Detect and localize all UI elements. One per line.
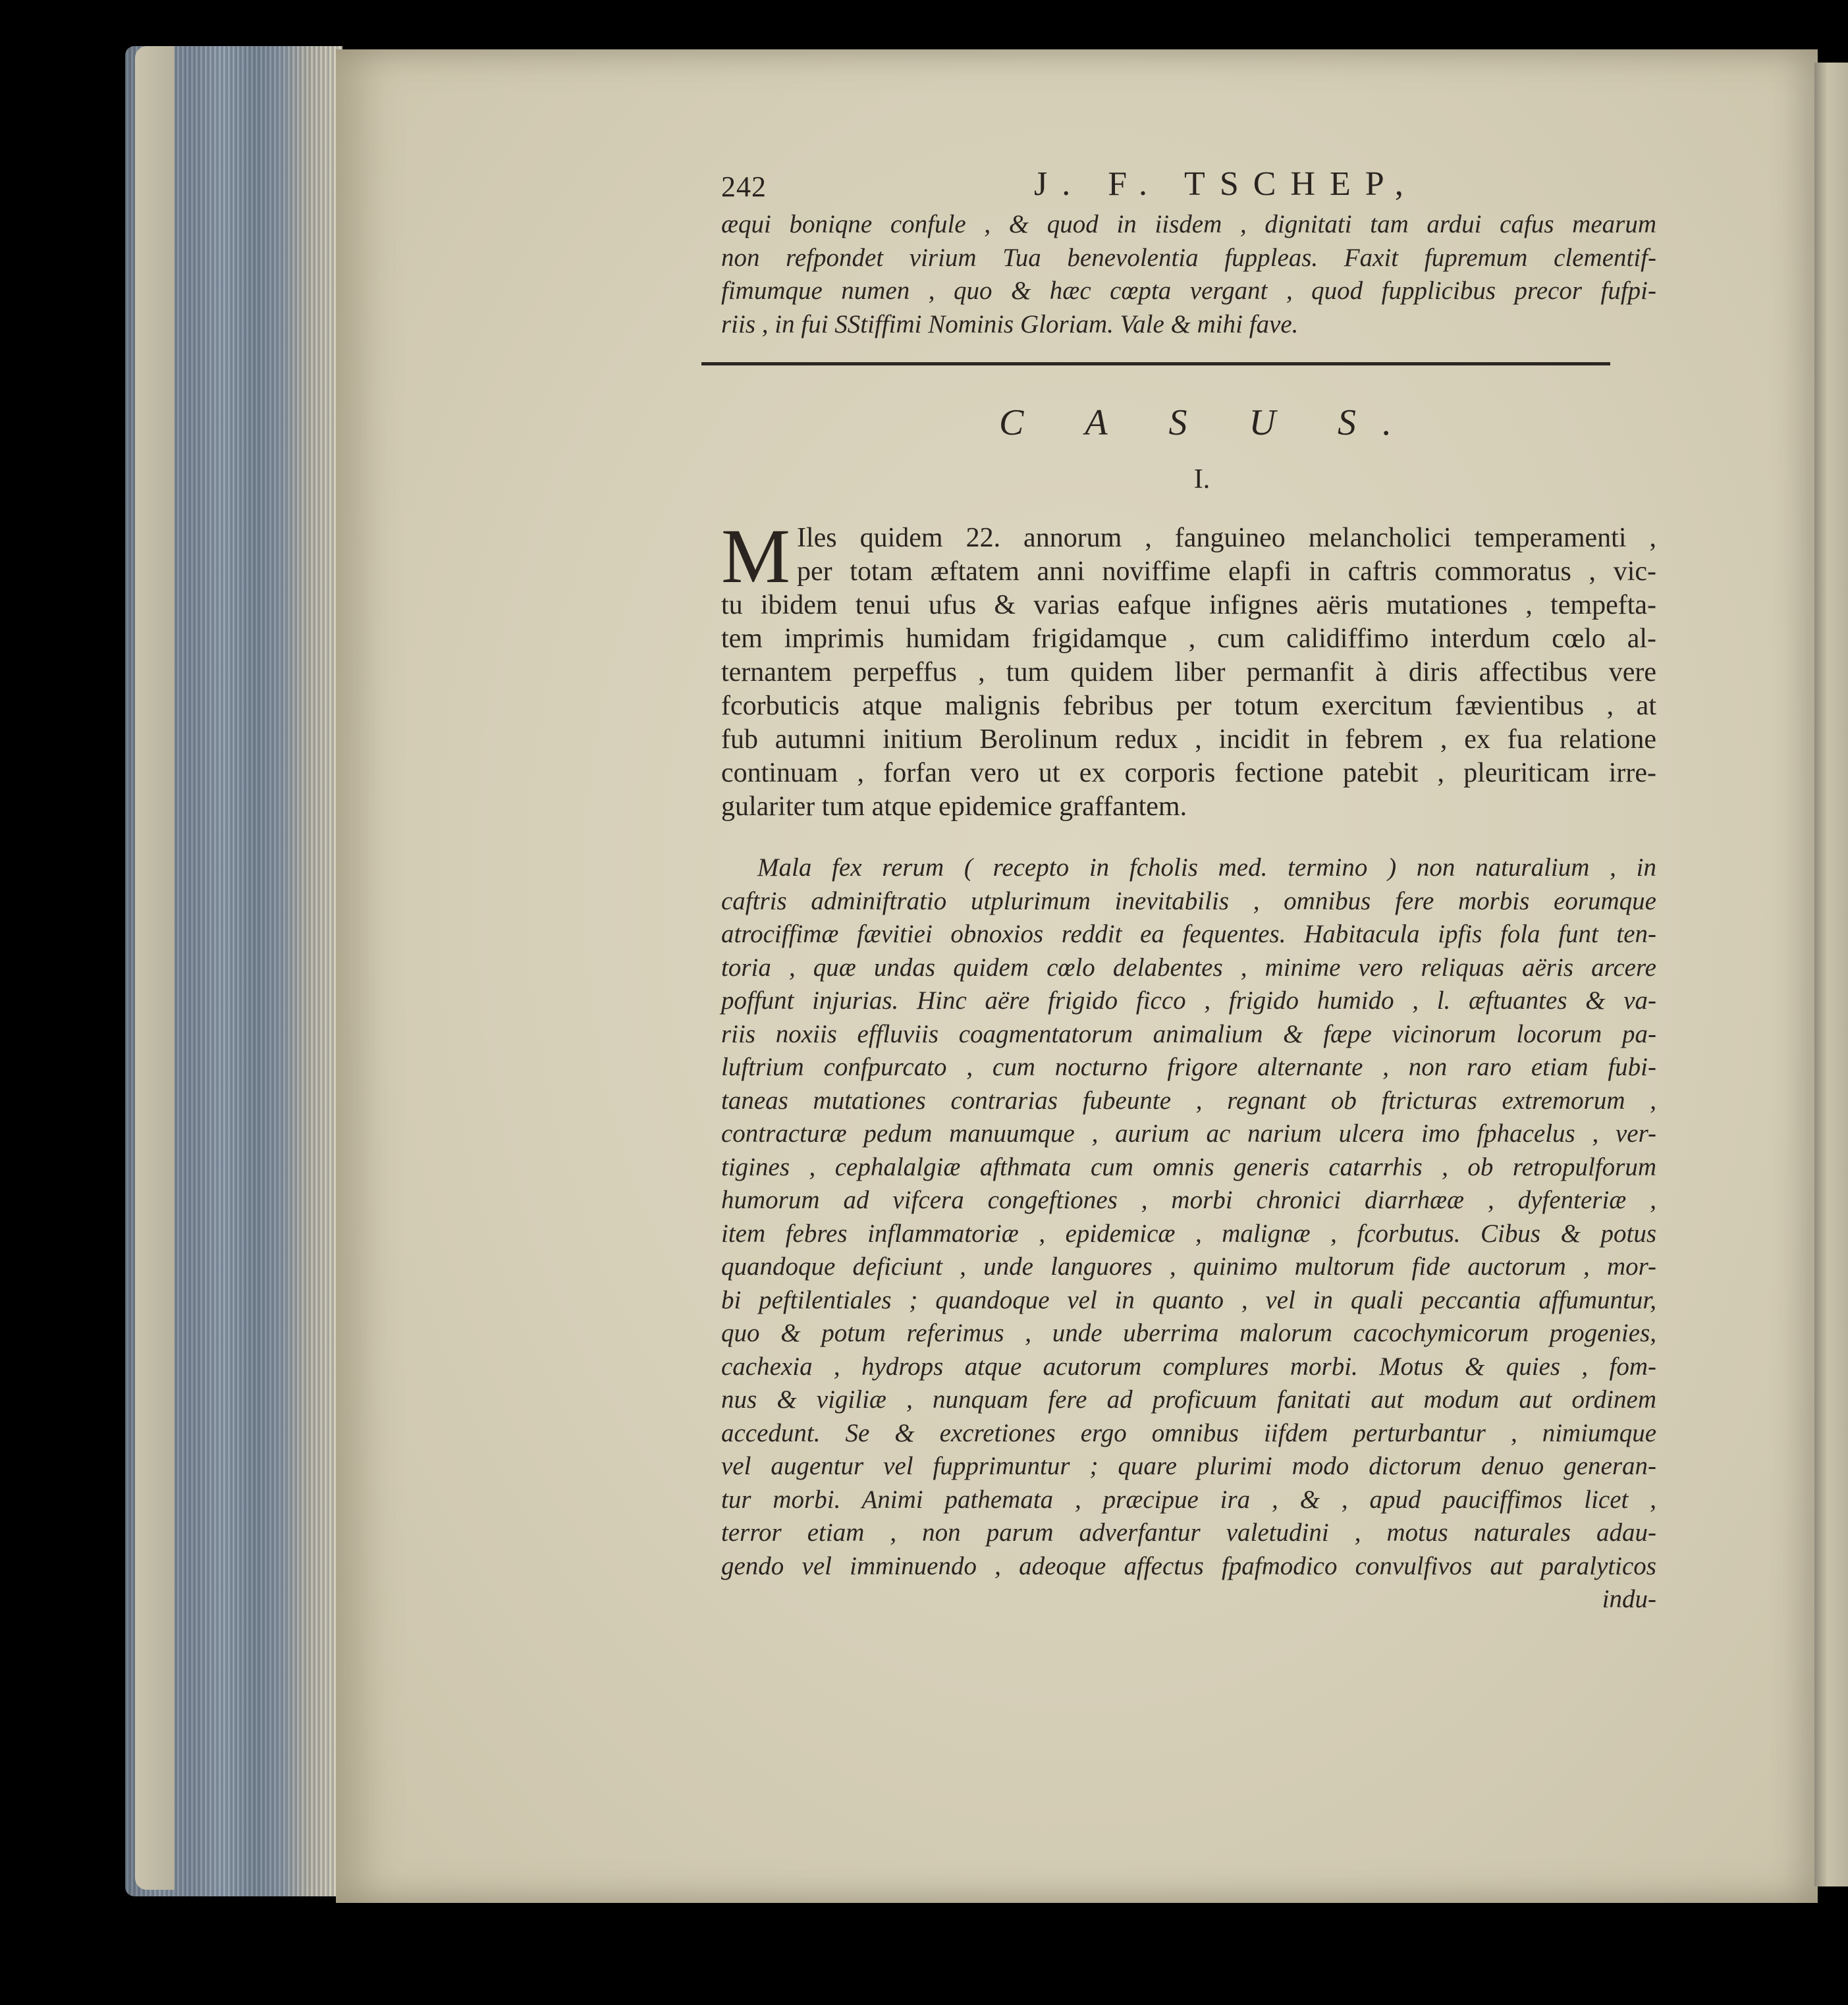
drop-cap: M bbox=[721, 513, 790, 599]
text-line: fimumque numen , quo & hæc cœpta vergant , quod fupplicibus precor fufpi- bbox=[721, 277, 1656, 305]
text-line: cachexia , hydrops atque acutorum complures morbi. Motus & quies , fom- bbox=[721, 1352, 1656, 1381]
text-line: continuam , forfan vero ut ex corporis fectione patebit , pleuriticam irre- bbox=[721, 758, 1656, 788]
text-line: accedunt. Se & excretiones ergo omnibus iifdem perturbantur , nimiumque bbox=[721, 1418, 1656, 1447]
horizontal-rule bbox=[701, 362, 1610, 365]
text-line: taneas mutationes contrarias fubeunte , regnant ob ftricturas extremorum , bbox=[721, 1086, 1656, 1115]
text-line: tem imprimis humidam frigidamque , cum calidiffimo interdum cœlo al- bbox=[721, 624, 1656, 654]
text-line: vel augentur vel fupprimuntur ; quare plurimi modo dictorum denuo generan- bbox=[721, 1452, 1656, 1480]
text-line: riis noxiis effluviis coagmentatorum animalium & fæpe vicinorum locorum pa- bbox=[721, 1019, 1656, 1048]
text-line: gulariter tum atque epidemice graffantem. bbox=[721, 791, 1187, 822]
text-line: fub autumni initium Berolinum redux , incidit in febrem , ex fua relatione bbox=[721, 724, 1656, 755]
text-line: poffunt injurias. Hinc aëre frigido ficco , frigido humido , l. æftuantes & va- bbox=[721, 986, 1656, 1015]
text-line: tur morbi. Animi pathemata , præcipue ira , & , apud pauciffimos licet , bbox=[721, 1485, 1656, 1514]
running-head bbox=[721, 165, 1656, 204]
book-cover-edge bbox=[135, 46, 175, 1890]
text-line: quo & potum referimus , unde uberrima malorum cacochymicorum progenies, bbox=[721, 1319, 1656, 1347]
page-text-block bbox=[721, 165, 1656, 1616]
facing-page-edge bbox=[1814, 63, 1848, 1886]
case-description-paragraph bbox=[721, 513, 1656, 824]
commentary-paragraph bbox=[721, 851, 1656, 1616]
text-line: fcorbuticis atque malignis febribus per totum exercitum fævientibus , at bbox=[721, 691, 1656, 721]
text-line: quandoque deficiunt , unde languores , quinimo multorum fide auctorum , mor- bbox=[721, 1252, 1656, 1281]
text-line: luftrium confpurcato , cum nocturno frigore alternante , non raro etiam fubi- bbox=[721, 1053, 1656, 1081]
page-number: 242 bbox=[721, 171, 767, 203]
text-line: Mala fex rerum ( recepto in fcholis med. termino ) non naturalium , in bbox=[757, 853, 1656, 882]
text-line: terror etiam , non parum adverfantur valetudini , motus naturales adau- bbox=[721, 1518, 1656, 1547]
text-line: non refpondet virium Tua benevolentia fuppleas. Faxit fupremum clementif- bbox=[721, 243, 1656, 272]
case-number: I. bbox=[1193, 464, 1210, 495]
running-title: J. F. TSCHEP, bbox=[1034, 165, 1418, 203]
text-line: riis , in fui SStiffimi Nominis Gloriam. Vale & mihi fave. bbox=[721, 309, 1299, 338]
section-heading: C A S U S. bbox=[999, 402, 1418, 443]
text-line: nus & vigiliæ , nunquam fere ad proficuum fanitati aut modum aut ordinem bbox=[721, 1385, 1656, 1414]
text-line: gendo vel imminuendo , adeoque affectus fpafmodico convulfivos aut paralyticos bbox=[721, 1551, 1656, 1580]
text-line: contracturæ pedum manuumque , aurium ac narium ulcera imo fphacelus , ver- bbox=[721, 1119, 1656, 1148]
text-line: caftris adminiftratio utplurimum inevitabilis , omnibus fere morbis eorumque bbox=[721, 886, 1656, 915]
text-line: toria , quæ undas quidem cœlo delabentes , minime vero reliquas aëris arcere bbox=[721, 953, 1656, 982]
catchword: indu- bbox=[1602, 1585, 1656, 1613]
text-line: bi peftilentiales ; quandoque vel in quanto , vel in quali peccantia affumuntur, bbox=[721, 1285, 1656, 1314]
text-line: item febres inflammatoriæ , epidemicæ , malignæ , fcorbutus. Cibus & potus bbox=[721, 1219, 1656, 1248]
text-line: atrociffimæ fævitiei obnoxios reddit ea fequentes. Habitacula ipfis fola funt ten- bbox=[721, 920, 1656, 948]
text-line: tigines , cephalalgiæ afthmata cum omnis generis catarrhis , ob retropulforum bbox=[721, 1152, 1656, 1181]
text-line: Iles quidem 22. annorum , fanguineo melancholici temperamenti , bbox=[797, 523, 1656, 553]
text-line: æqui boniqne confule , & quod in iisdem , dignitati tam ardui cafus mearum bbox=[721, 210, 1656, 238]
text-line: ternantem perpeffus , tum quidem liber permanfit à diris affectibus vere bbox=[721, 657, 1656, 687]
text-line: per totam æftatem anni noviffime elapfi in caftris commoratus , vic- bbox=[797, 556, 1656, 587]
text-line: humorum ad vifcera congeftiones , morbi chronici diarrhææ , dyfenteriæ , bbox=[721, 1186, 1656, 1214]
dedication-closing-paragraph bbox=[721, 208, 1656, 341]
text-line: tu ibidem tenui ufus & varias eafque infignes aëris mutationes , tempefta- bbox=[721, 590, 1656, 620]
